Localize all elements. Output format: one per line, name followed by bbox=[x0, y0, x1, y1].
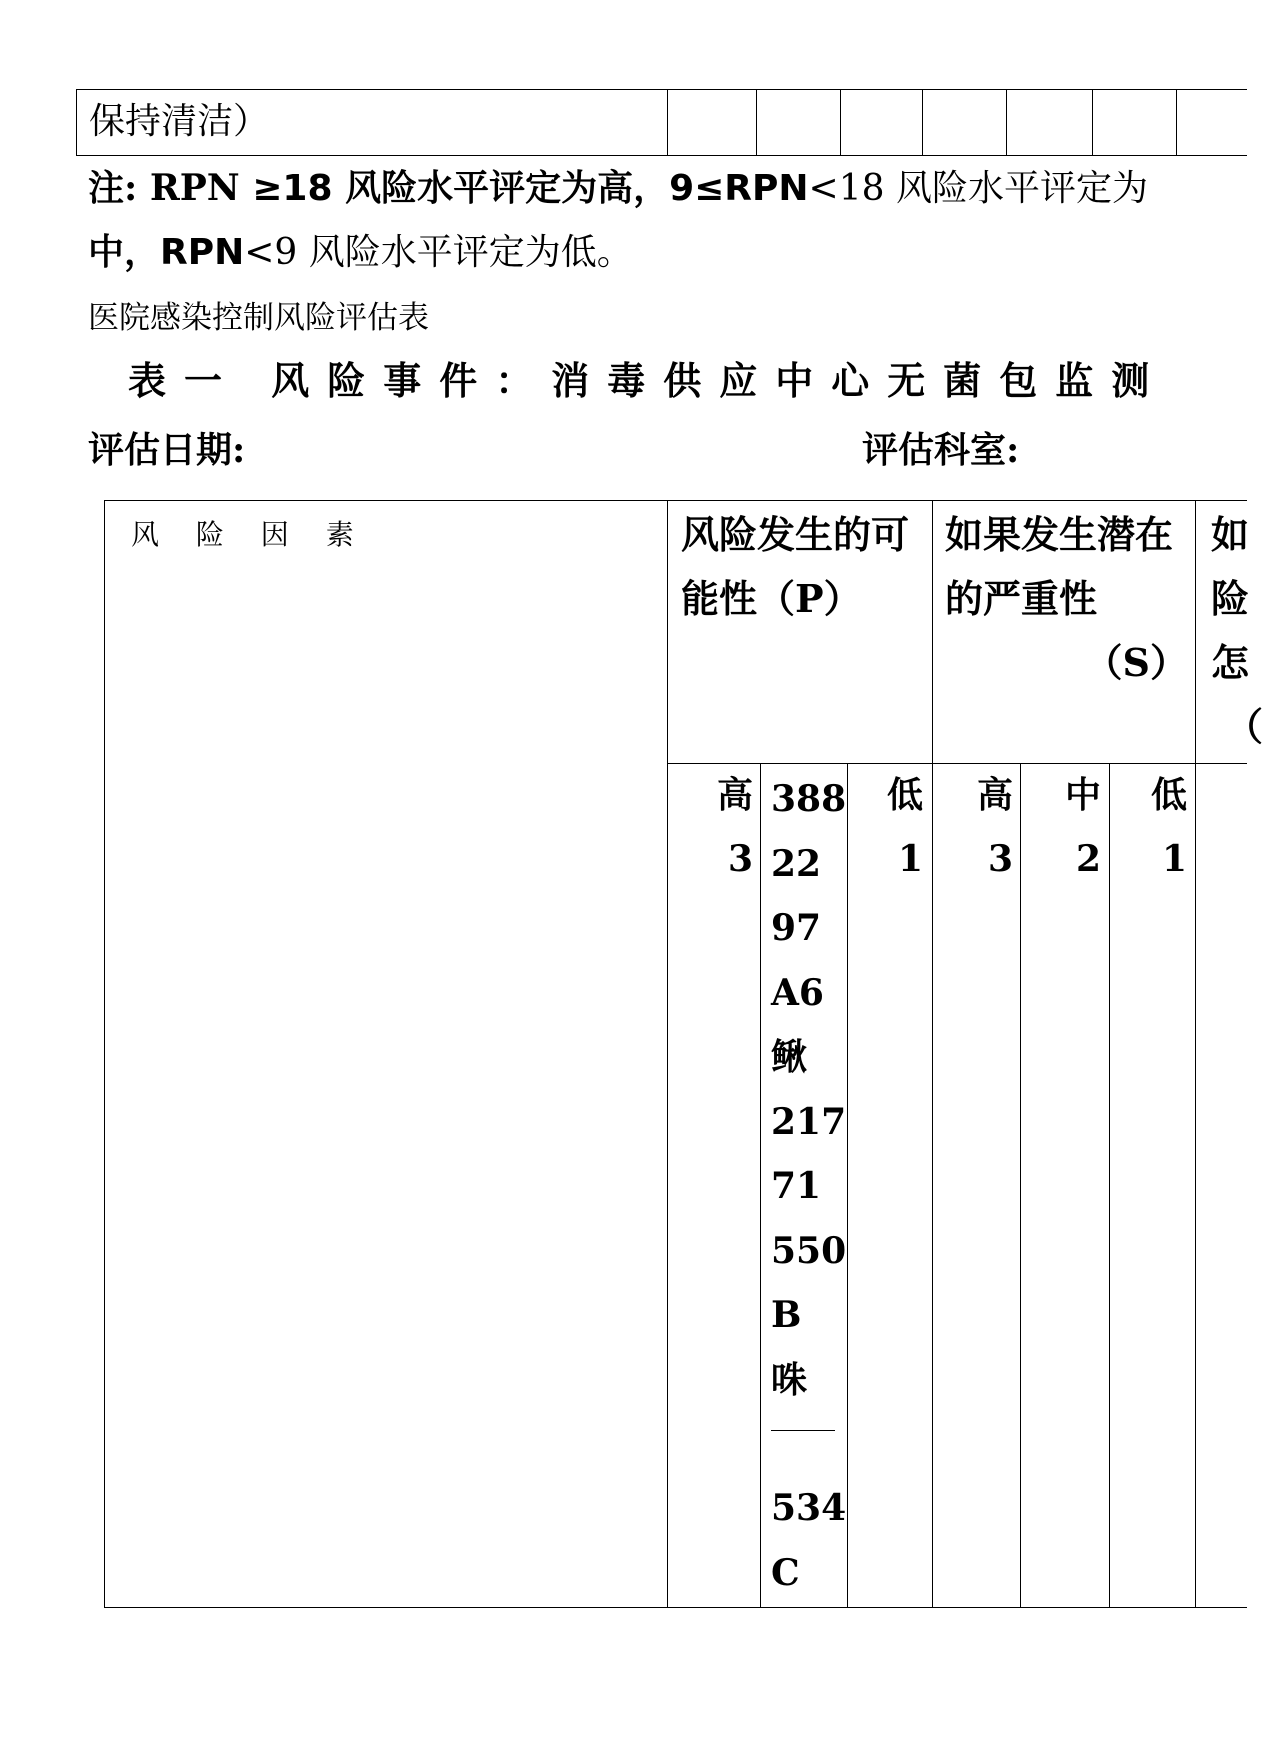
note-text: ≥18 bbox=[252, 168, 346, 209]
table-divider bbox=[760, 763, 761, 1607]
level-score: 1 bbox=[897, 838, 923, 880]
stack-item: 咮 bbox=[771, 1358, 808, 1401]
level-score: 3 bbox=[987, 838, 1013, 880]
assessment-date-label: 评估日期: bbox=[88, 429, 246, 471]
table-divider bbox=[1176, 90, 1177, 155]
probability-medium-stack bbox=[771, 767, 851, 1605]
note-text: <9 风险水平评定为低。 bbox=[244, 232, 633, 273]
severity-header-line: 如果发生潜在 bbox=[945, 512, 1174, 557]
rpn-note-line-2 bbox=[88, 230, 633, 275]
probability-header-line: 能性（P） bbox=[681, 576, 862, 621]
note-text: 风险水平评定为高， bbox=[345, 167, 670, 209]
level-score: 3 bbox=[727, 838, 753, 880]
stack-item: 217 bbox=[771, 1100, 847, 1143]
stack-item: 71 bbox=[771, 1165, 822, 1207]
table-divider bbox=[1020, 763, 1021, 1607]
stack-item: 534 bbox=[771, 1487, 847, 1529]
stack-item: C bbox=[771, 1551, 800, 1594]
stack-item: 22 bbox=[771, 842, 822, 885]
document-title: 医院感染控制风险评估表 bbox=[88, 300, 429, 336]
next-column-header bbox=[1205, 503, 1263, 759]
stack-item: 97 bbox=[771, 907, 822, 949]
continuation-table bbox=[76, 89, 1247, 156]
fraction-bar bbox=[771, 1430, 835, 1496]
level-label: 低 bbox=[1150, 774, 1187, 816]
table-divider bbox=[1109, 763, 1110, 1607]
severity-header-line: （S） bbox=[1084, 640, 1188, 685]
next-column-header-line: （ bbox=[1225, 704, 1263, 749]
probability-header bbox=[681, 503, 943, 631]
severity-header-line: 的严重性 bbox=[945, 576, 1098, 621]
table-divider bbox=[1006, 90, 1007, 155]
level-label: 高 bbox=[716, 774, 753, 816]
severity-low bbox=[1141, 763, 1187, 891]
stack-item: 388 bbox=[771, 778, 847, 820]
risk-assessment-table bbox=[104, 500, 1263, 1608]
stack-item: 鳅 bbox=[771, 1036, 808, 1078]
level-score: 1 bbox=[1161, 838, 1187, 880]
stack-item: A6 bbox=[771, 971, 824, 1014]
table-divider bbox=[922, 90, 923, 155]
table-divider bbox=[932, 501, 933, 1607]
next-column-header-line: 怎 bbox=[1211, 640, 1250, 685]
note-text: 9≤RPN bbox=[669, 168, 809, 209]
level-label: 低 bbox=[886, 774, 923, 816]
continuation-cell-text: 保持清洁） bbox=[89, 101, 270, 142]
table-divider bbox=[667, 501, 668, 1607]
severity-high bbox=[967, 763, 1013, 891]
next-column-header-line: 险 bbox=[1211, 576, 1250, 621]
probability-header-line: 风险发生的可 bbox=[681, 512, 910, 557]
next-column-header-line: 如 bbox=[1211, 512, 1250, 557]
severity-medium bbox=[1055, 763, 1101, 891]
note-text: RPN bbox=[160, 232, 245, 273]
note-text: 注: RPN bbox=[88, 167, 253, 209]
table-divider bbox=[756, 90, 757, 155]
stack-item: B bbox=[771, 1294, 802, 1336]
table-divider bbox=[667, 90, 668, 155]
note-text: <18 风险水平评定为 bbox=[808, 168, 1148, 209]
note-text: 中， bbox=[88, 231, 161, 273]
table-title: 表一 风险事件：消毒供应中心无菌包监测 bbox=[128, 358, 1168, 403]
stack-item: 550 bbox=[771, 1229, 847, 1272]
table-divider bbox=[1092, 90, 1093, 155]
level-score: 2 bbox=[1075, 838, 1101, 880]
risk-factor-header: 风 险 因 素 bbox=[131, 518, 368, 551]
level-label: 中 bbox=[1064, 774, 1101, 816]
stack-separator bbox=[771, 1412, 851, 1476]
assessment-dept-label: 评估科室: bbox=[862, 429, 1020, 471]
table-divider bbox=[840, 90, 841, 155]
probability-high bbox=[711, 763, 753, 891]
probability-low bbox=[877, 763, 923, 891]
table-divider bbox=[1195, 501, 1196, 1607]
severity-header bbox=[945, 503, 1190, 695]
level-label: 高 bbox=[976, 774, 1013, 816]
rpn-note-line-1 bbox=[88, 166, 1148, 211]
